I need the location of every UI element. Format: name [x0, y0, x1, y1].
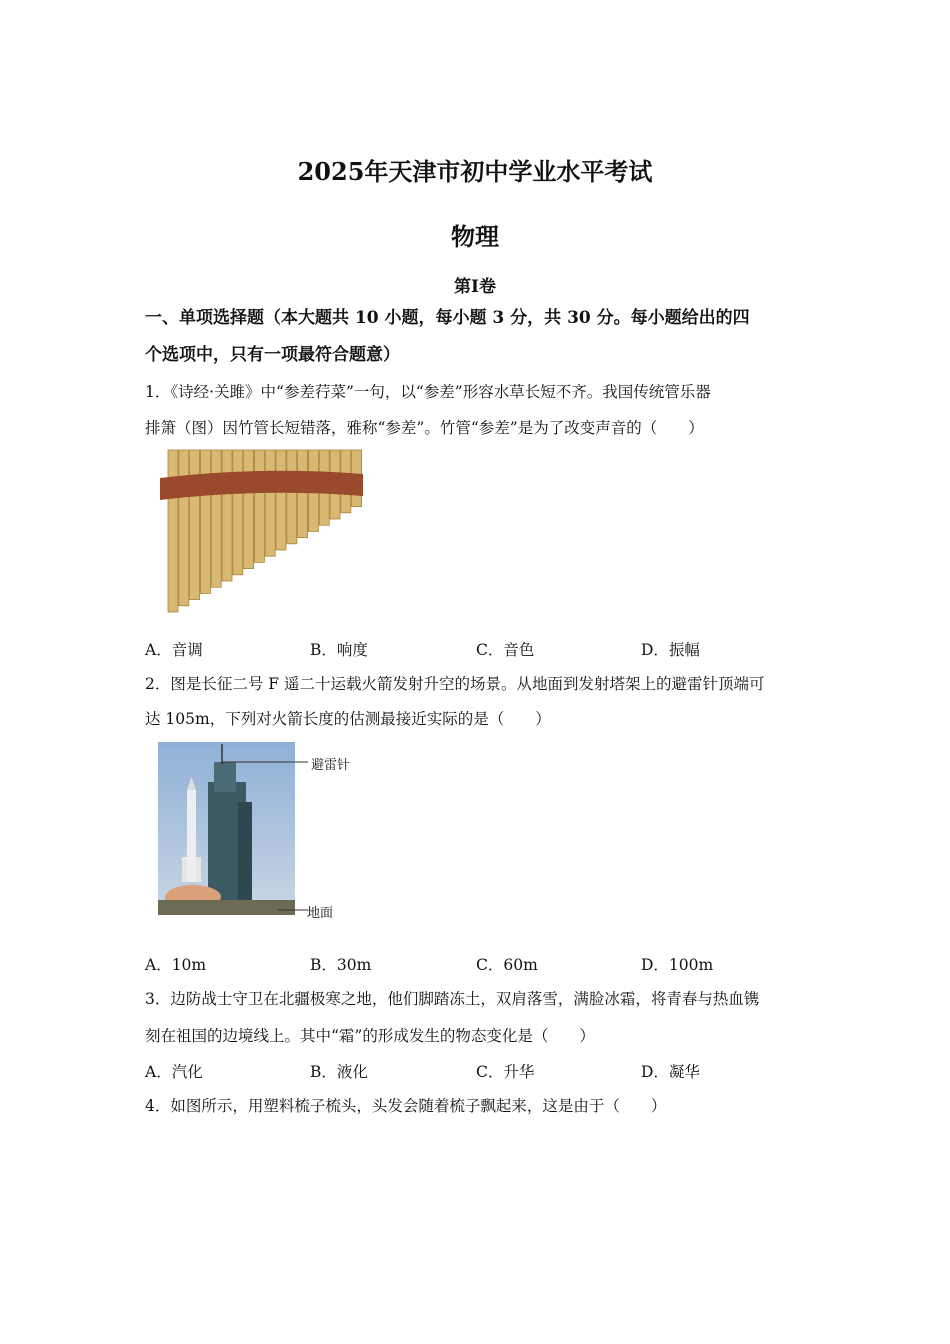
q1-option-a: A．音调: [145, 641, 203, 659]
pan-flute-image: [160, 448, 366, 613]
q3-option-b: B．液化: [310, 1063, 368, 1081]
question-4-text: 4．如图所示，用塑料梳子梳头，头发会随着梳子飘起来，这是由于（ ）: [145, 1097, 667, 1115]
question-3-text: 3．边防战士守卫在北疆极寒之地，他们脚踏冻土，双肩落雪，满脸冰霜，将青春与热血镌: [145, 990, 760, 1008]
q1-option-b: B．响度: [310, 641, 368, 659]
section-heading-cont: 个选项中，只有一项最符合题意）: [145, 345, 400, 365]
lightning-rod-label: 避雷针: [311, 758, 351, 773]
q3-option-c: C．升华: [476, 1063, 535, 1081]
q3-option-d: D．凝华: [641, 1063, 700, 1081]
q2-option-d: D．100m: [641, 956, 714, 974]
subject-title: 物理: [451, 222, 499, 251]
question-1-text: 1．《诗经·关雎》中“参差荇菜”一句，以“参差”形容水草长短不齐。我国传统管乐器: [145, 383, 711, 401]
rocket-launch-image: [158, 742, 308, 917]
question-1-text-cont: 排箫（图）因竹管长短错落，雅称“参差”。竹管“参差”是为了改变声音的（ ）: [145, 419, 704, 437]
question-2-text: 2．图是长征二号 F 遥二十运载火箭发射升空的场景。从地面到发射塔架上的避雷针顶端可: [145, 675, 765, 693]
q3-option-a: A．汽化: [145, 1063, 203, 1081]
question-2-text-cont: 达 105m，下列对火箭长度的估测最接近实际的是（ ）: [145, 710, 551, 728]
q1-option-d: D．振幅: [641, 641, 700, 659]
question-3-text-cont: 刻在祖国的边境线上。其中“霜”的形成发生的物态变化是（ ）: [145, 1027, 595, 1045]
q2-option-a: A．10m: [145, 956, 207, 974]
q2-option-b: B．30m: [310, 956, 372, 974]
q1-option-c: C．音色: [476, 641, 535, 659]
exam-title: 2025年天津市初中学业水平考试: [297, 157, 653, 186]
q2-option-c: C．60m: [476, 956, 538, 974]
volume-title: 第Ⅰ卷: [454, 277, 496, 297]
ground-label: 地面: [307, 906, 334, 921]
section-heading: 一、单项选择题（本大题共 10 小题，每小题 3 分，共 30 分。每小题给出的四: [145, 308, 750, 328]
